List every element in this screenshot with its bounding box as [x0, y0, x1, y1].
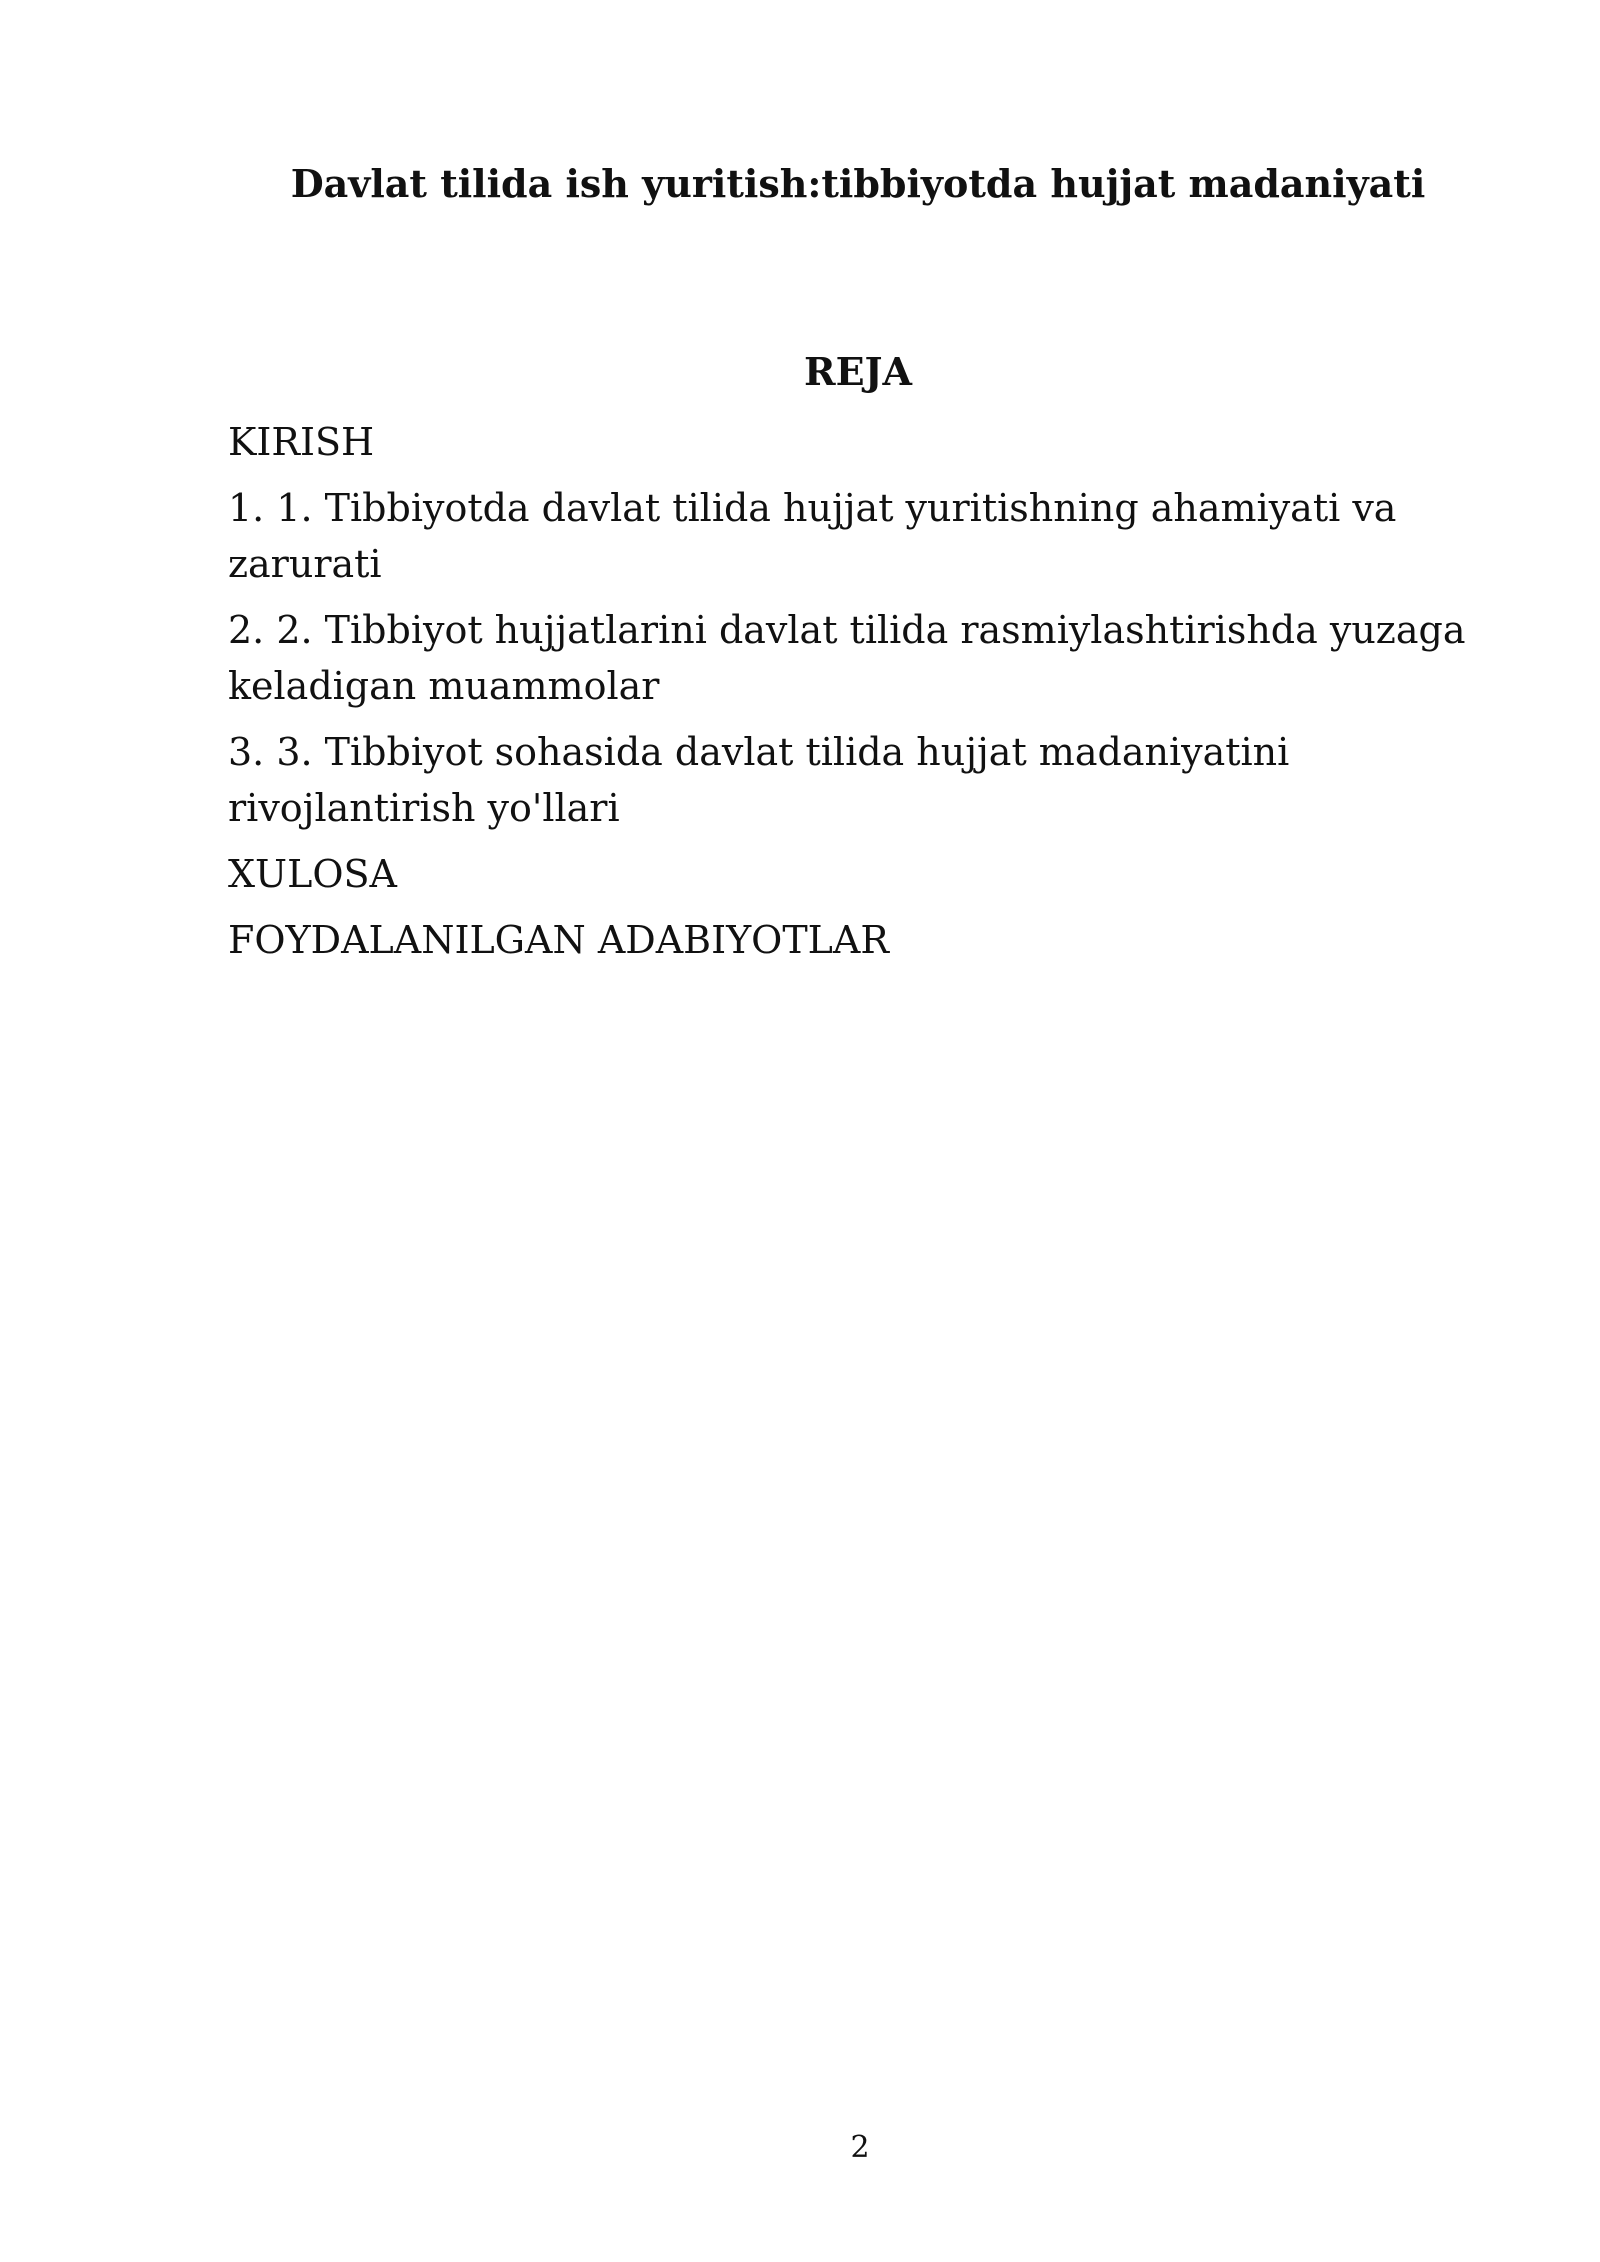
plan-item-2: 2. 2. Tibbiyot hujjatlarini davlat tilida rasmiylashtirishda yuzaga keladigan muammolar — [228, 608, 1466, 708]
plan-heading: REJA — [803, 349, 912, 394]
page-number: 2 — [850, 2130, 870, 2165]
plan-item-references: FOYDALANILGAN ADABIYOTLAR — [228, 918, 889, 962]
plan-item-intro: KIRISH — [228, 420, 375, 464]
document-title: Davlat tilida ish yuritish:tibbiyotda hujjat madaniyati — [290, 161, 1426, 206]
plan-item-3: 3. 3. Tibbiyot sohasida davlat tilida hujjat madaniyatini rivojlantirish yo'llari — [228, 730, 1290, 830]
plan-item-1: 1. 1. Tibbiyotda davlat tilida hujjat yuritishning ahamiyati va zarurati — [228, 486, 1397, 586]
plan-item-conclusion: XULOSA — [228, 852, 397, 896]
plan-list — [228, 414, 1488, 978]
